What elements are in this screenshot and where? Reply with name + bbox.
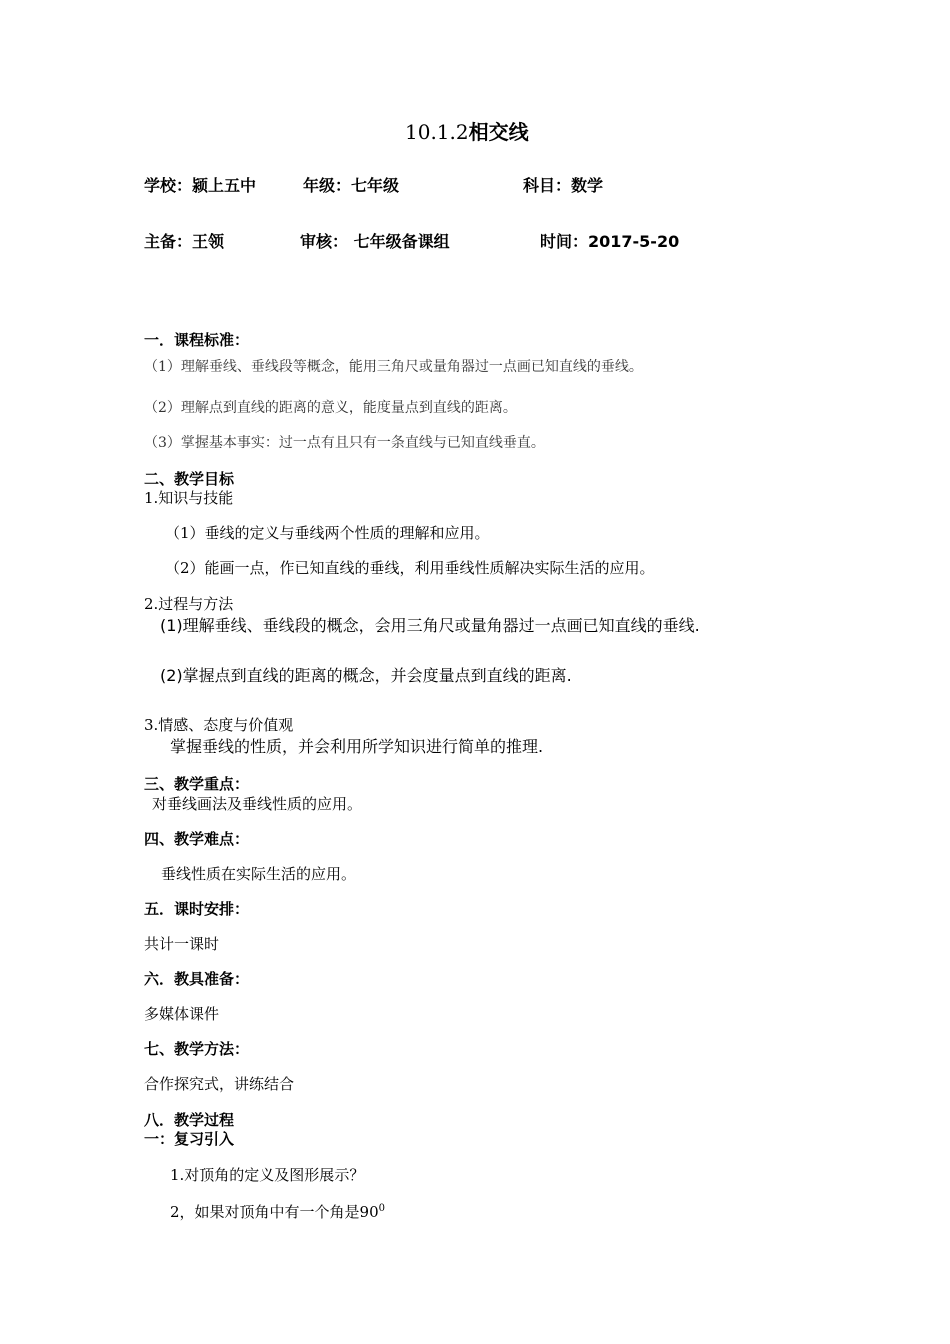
section1-item-3: （3）掌握基本事实：过一点有且只有一条直线与已知直线垂直。 xyxy=(144,435,545,451)
grade-info: 年级：七年级 xyxy=(303,176,400,195)
page-title xyxy=(405,122,529,142)
section3-heading: 三、教学重点： xyxy=(144,775,250,793)
section5-heading: 五．课时安排： xyxy=(144,900,250,918)
section7-heading: 七、教学方法： xyxy=(144,1040,250,1058)
date-info: 时间：2017-5-20 xyxy=(540,232,680,251)
section4-heading: 四、教学难点： xyxy=(144,830,250,848)
section1-item-1: （1）理解垂线、垂线段等概念，能用三角尺或量角器过一点画已知直线的垂线。 xyxy=(144,359,643,375)
school-info: 学校：颍上五中 xyxy=(144,176,257,195)
section8-item-1: 1.对顶角的定义及图形展示？ xyxy=(170,1166,365,1184)
section6-heading: 六．教具准备： xyxy=(144,970,250,988)
subject-info: 科目：数学 xyxy=(523,176,604,195)
section5-text: 共计一课时 xyxy=(144,935,220,953)
section8-item-2 xyxy=(170,1204,385,1220)
reviewer-info: 审核： 七年级备课组 xyxy=(300,232,450,251)
section2-sub1-item-1: （1）垂线的定义与垂线两个性质的理解和应用。 xyxy=(165,524,490,542)
section1-item-2: （2）理解点到直线的距离的意义，能度量点到直线的距离。 xyxy=(144,400,517,416)
section2-sub2: 2.过程与方法 xyxy=(144,595,234,613)
section3-text: 对垂线画法及垂线性质的应用。 xyxy=(152,795,363,813)
section8-heading: 八．教学过程 xyxy=(144,1111,235,1129)
section2-sub2-item-2: (2)掌握点到直线的距离的概念，并会度量点到直线的距离. xyxy=(160,666,572,685)
degree-superscript: 0 xyxy=(378,1203,386,1214)
section2-sub2-item-1: (1)理解垂线、垂线段的概念，会用三角尺或量角器过一点画已知直线的垂线. xyxy=(160,616,700,635)
section8-sub: 一：复习引入 xyxy=(144,1130,235,1148)
section2-heading: 二、教学目标 xyxy=(144,470,235,488)
section2-sub1: 1.知识与技能 xyxy=(144,489,234,507)
title-number: 10.1.2 xyxy=(405,120,469,144)
section8-item-2-text: 2，如果对顶角中有一个角是90 xyxy=(170,1203,379,1221)
section6-text: 多媒体课件 xyxy=(144,1005,220,1023)
section1-heading: 一．课程标准： xyxy=(144,331,250,349)
section2-sub3-text: 掌握垂线的性质，并会利用所学知识进行简单的推理. xyxy=(170,737,544,756)
title-text: 相交线 xyxy=(468,120,529,144)
section2-sub3: 3.情感、态度与价值观 xyxy=(144,716,294,734)
section2-sub1-item-2: （2）能画一点，作已知直线的垂线，利用垂线性质解决实际生活的应用。 xyxy=(165,559,655,577)
section4-text: 垂线性质在实际生活的应用。 xyxy=(161,865,357,883)
section7-text: 合作探究式，讲练结合 xyxy=(144,1075,295,1093)
preparer-info: 主备：王领 xyxy=(144,232,225,251)
